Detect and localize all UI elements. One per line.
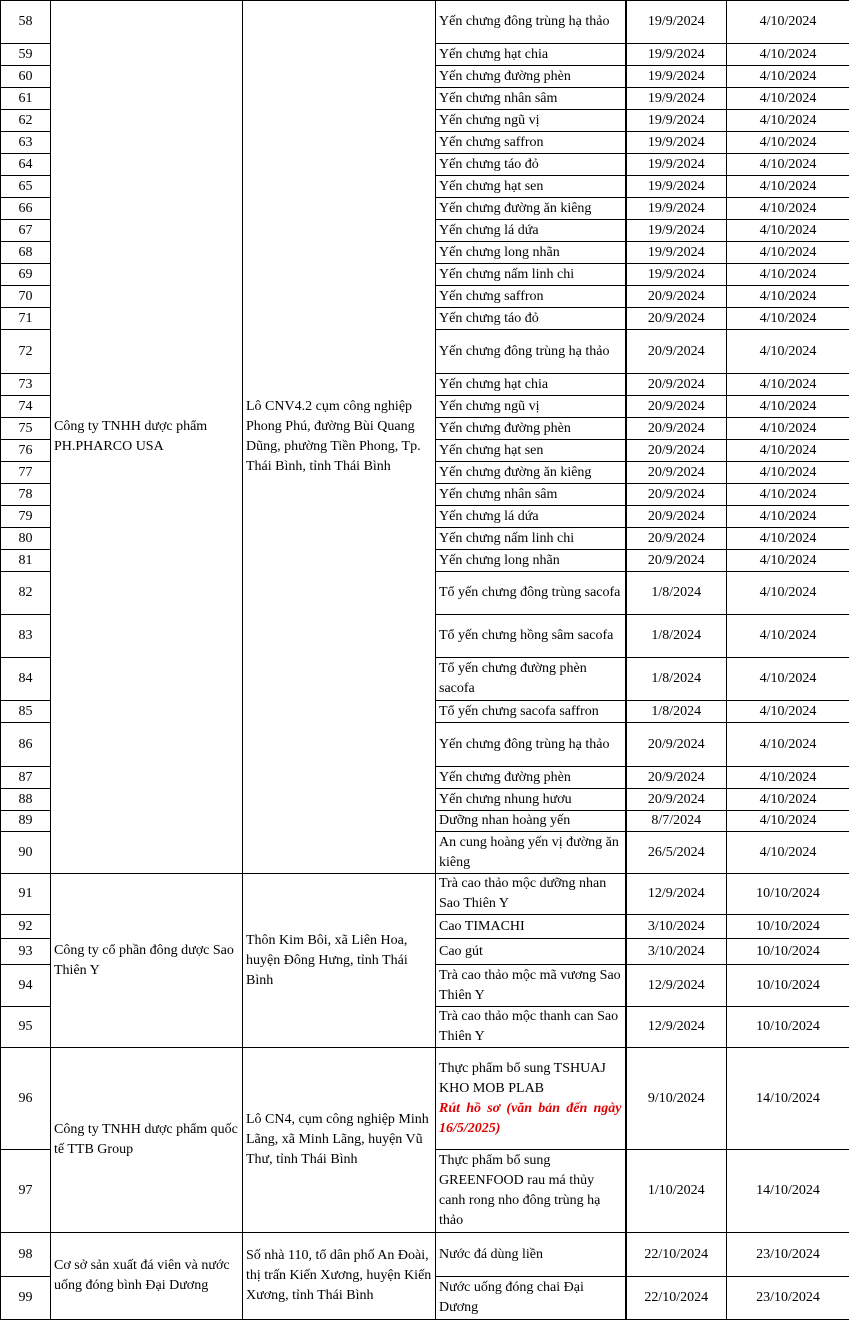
issued-date: 4/10/2024 <box>727 330 849 374</box>
row-number: 91 <box>1 874 51 915</box>
received-date: 1/8/2024 <box>626 615 727 658</box>
received-date: 20/9/2024 <box>626 374 727 396</box>
issued-date: 10/10/2024 <box>727 939 849 965</box>
received-date: 19/9/2024 <box>626 110 727 132</box>
company-address: Lô CNV4.2 cụm công nghiệp Phong Phú, đường Bùi Quang Dũng, phường Tiền Phong, Tp. Thái Bình, tỉnh Thái Bình <box>243 1 436 874</box>
received-date: 20/9/2024 <box>626 528 727 550</box>
product-name: Yến chưng nhân sâm <box>436 484 626 506</box>
row-number: 76 <box>1 440 51 462</box>
table-row <box>1 1 849 44</box>
row-number: 86 <box>1 723 51 767</box>
row-number: 75 <box>1 418 51 440</box>
product-name: Yến chưng đường phèn <box>436 66 626 88</box>
received-date: 20/9/2024 <box>626 462 727 484</box>
received-date: 19/9/2024 <box>626 66 727 88</box>
row-number: 69 <box>1 264 51 286</box>
row-number: 73 <box>1 374 51 396</box>
table-body <box>1 1 849 1320</box>
company-address: Thôn Kim Bôi, xã Liên Hoa, huyện Đông Hưng, tỉnh Thái Bình <box>243 874 436 1048</box>
received-date: 19/9/2024 <box>626 220 727 242</box>
row-number: 72 <box>1 330 51 374</box>
received-date: 19/9/2024 <box>626 132 727 154</box>
withdrawal-note: Rút hồ sơ (văn bản đến ngày 16/5/2025) <box>439 1099 622 1139</box>
product-name: Trà cao thảo mộc mã vương Sao Thiên Y <box>436 965 626 1007</box>
row-number: 97 <box>1 1150 51 1233</box>
row-number: 63 <box>1 132 51 154</box>
issued-date: 4/10/2024 <box>727 506 849 528</box>
issued-date: 4/10/2024 <box>727 44 849 66</box>
row-number: 80 <box>1 528 51 550</box>
row-number: 99 <box>1 1277 51 1320</box>
issued-date: 4/10/2024 <box>727 308 849 330</box>
received-date: 20/9/2024 <box>626 440 727 462</box>
product-name: Yến chưng nấm linh chi <box>436 264 626 286</box>
row-number: 59 <box>1 44 51 66</box>
company-address: Lô CN4, cụm công nghiệp Minh Lãng, xã Minh Lãng, huyện Vũ Thư, tỉnh Thái Bình <box>243 1048 436 1233</box>
product-name: Yến chưng nhung hươu <box>436 789 626 811</box>
row-number: 60 <box>1 66 51 88</box>
product-name: Yến chưng đường phèn <box>436 767 626 789</box>
row-number: 58 <box>1 1 51 44</box>
row-number: 92 <box>1 915 51 939</box>
issued-date: 4/10/2024 <box>727 242 849 264</box>
issued-date: 4/10/2024 <box>727 264 849 286</box>
received-date: 22/10/2024 <box>626 1233 727 1277</box>
issued-date: 14/10/2024 <box>727 1048 849 1150</box>
issued-date: 4/10/2024 <box>727 572 849 615</box>
row-number: 82 <box>1 572 51 615</box>
received-date: 26/5/2024 <box>626 832 727 874</box>
issued-date: 4/10/2024 <box>727 132 849 154</box>
issued-date: 23/10/2024 <box>727 1233 849 1277</box>
row-number: 66 <box>1 198 51 220</box>
received-date: 1/8/2024 <box>626 658 727 701</box>
issued-date: 4/10/2024 <box>727 374 849 396</box>
product-name: Yến chưng nhân sâm <box>436 88 626 110</box>
issued-date: 10/10/2024 <box>727 1007 849 1048</box>
received-date: 19/9/2024 <box>626 1 727 44</box>
received-date: 22/10/2024 <box>626 1277 727 1320</box>
issued-date: 10/10/2024 <box>727 965 849 1007</box>
row-number: 93 <box>1 939 51 965</box>
company-name: Công ty TNHH dược phẩm PH.PHARCO USA <box>51 1 243 874</box>
table-row <box>1 1233 849 1277</box>
row-number: 90 <box>1 832 51 874</box>
issued-date: 4/10/2024 <box>727 723 849 767</box>
company-name: Công ty TNHH dược phẩm quốc tế TTB Group <box>51 1048 243 1233</box>
received-date: 19/9/2024 <box>626 198 727 220</box>
product-name: Nước uống đóng chai Đại Dương <box>436 1277 626 1320</box>
issued-date: 10/10/2024 <box>727 915 849 939</box>
table-row <box>1 874 849 915</box>
issued-date: 4/10/2024 <box>727 88 849 110</box>
issued-date: 23/10/2024 <box>727 1277 849 1320</box>
product-name: Yến chưng nấm linh chi <box>436 528 626 550</box>
row-number: 67 <box>1 220 51 242</box>
received-date: 1/10/2024 <box>626 1150 727 1233</box>
issued-date: 4/10/2024 <box>727 767 849 789</box>
received-date: 20/9/2024 <box>626 789 727 811</box>
received-date: 12/9/2024 <box>626 874 727 915</box>
product-name: Yến chưng saffron <box>436 132 626 154</box>
row-number: 62 <box>1 110 51 132</box>
row-number: 87 <box>1 767 51 789</box>
issued-date: 4/10/2024 <box>727 154 849 176</box>
received-date: 1/8/2024 <box>626 701 727 723</box>
issued-date: 4/10/2024 <box>727 66 849 88</box>
issued-date: 4/10/2024 <box>727 658 849 701</box>
received-date: 3/10/2024 <box>626 939 727 965</box>
row-number: 85 <box>1 701 51 723</box>
received-date: 1/8/2024 <box>626 572 727 615</box>
product-name: Nước đá dùng liền <box>436 1233 626 1277</box>
company-name: Cơ sở sản xuất đá viên và nước uống đóng bình Đại Dương <box>51 1233 243 1320</box>
received-date: 20/9/2024 <box>626 308 727 330</box>
product-name: Yến chưng ngũ vị <box>436 110 626 132</box>
received-date: 8/7/2024 <box>626 811 727 832</box>
received-date: 20/9/2024 <box>626 396 727 418</box>
issued-date: 4/10/2024 <box>727 484 849 506</box>
issued-date: 4/10/2024 <box>727 550 849 572</box>
product-name: Thực phẩm bổ sung GREENFOOD rau má thủy canh rong nho đông trùng hạ thảo <box>436 1150 626 1233</box>
product-name: Yến chưng đường ăn kiêng <box>436 198 626 220</box>
product-name: Yến chưng lá dứa <box>436 506 626 528</box>
received-date: 20/9/2024 <box>626 550 727 572</box>
row-number: 74 <box>1 396 51 418</box>
product-name: Yến chưng hạt chia <box>436 44 626 66</box>
table-row <box>1 1048 849 1150</box>
product-name: Tổ yến chưng đường phèn sacofa <box>436 658 626 701</box>
company-address: Số nhà 110, tổ dân phố An Đoài, thị trấn Kiến Xương, huyện Kiến Xương, tỉnh Thái Bình <box>243 1233 436 1320</box>
received-date: 9/10/2024 <box>626 1048 727 1150</box>
issued-date: 4/10/2024 <box>727 286 849 308</box>
received-date: 20/9/2024 <box>626 330 727 374</box>
issued-date: 4/10/2024 <box>727 701 849 723</box>
product-name: Cao TIMACHI <box>436 915 626 939</box>
received-date: 20/9/2024 <box>626 418 727 440</box>
product-name: Yến chưng đông trùng hạ thảo <box>436 1 626 44</box>
row-number: 68 <box>1 242 51 264</box>
row-number: 94 <box>1 965 51 1007</box>
issued-date: 4/10/2024 <box>727 220 849 242</box>
received-date: 12/9/2024 <box>626 1007 727 1048</box>
issued-date: 4/10/2024 <box>727 110 849 132</box>
product-name: Yến chưng long nhãn <box>436 550 626 572</box>
received-date: 20/9/2024 <box>626 723 727 767</box>
issued-date: 4/10/2024 <box>727 462 849 484</box>
row-number: 95 <box>1 1007 51 1048</box>
product-name: Yến chưng saffron <box>436 286 626 308</box>
received-date: 20/9/2024 <box>626 767 727 789</box>
row-number: 77 <box>1 462 51 484</box>
product-name: Yến chưng hạt chia <box>436 374 626 396</box>
received-date: 19/9/2024 <box>626 176 727 198</box>
issued-date: 4/10/2024 <box>727 615 849 658</box>
product-name: Yến chưng ngũ vị <box>436 396 626 418</box>
row-number: 88 <box>1 789 51 811</box>
row-number: 96 <box>1 1048 51 1150</box>
product-name <box>436 1048 626 1150</box>
issued-date: 4/10/2024 <box>727 440 849 462</box>
product-name: Yến chưng táo đỏ <box>436 308 626 330</box>
product-name: Yến chưng đông trùng hạ thảo <box>436 330 626 374</box>
product-name: Yến chưng đông trùng hạ thảo <box>436 723 626 767</box>
received-date: 19/9/2024 <box>626 88 727 110</box>
issued-date: 4/10/2024 <box>727 811 849 832</box>
row-number: 79 <box>1 506 51 528</box>
product-name: Tổ yến chưng hồng sâm sacofa <box>436 615 626 658</box>
issued-date: 4/10/2024 <box>727 176 849 198</box>
row-number: 83 <box>1 615 51 658</box>
row-number: 89 <box>1 811 51 832</box>
received-date: 19/9/2024 <box>626 44 727 66</box>
received-date: 19/9/2024 <box>626 154 727 176</box>
product-name: Trà cao thảo mộc dưỡng nhan Sao Thiên Y <box>436 874 626 915</box>
product-name: Tổ yến chưng đông trùng sacofa <box>436 572 626 615</box>
row-number: 81 <box>1 550 51 572</box>
company-name: Công ty cổ phần đông dược Sao Thiên Y <box>51 874 243 1048</box>
product-name: Dưỡng nhan hoàng yến <box>436 811 626 832</box>
row-number: 61 <box>1 88 51 110</box>
product-name: Yến chưng hạt sen <box>436 176 626 198</box>
issued-date: 4/10/2024 <box>727 198 849 220</box>
issued-date: 14/10/2024 <box>727 1150 849 1233</box>
received-date: 20/9/2024 <box>626 506 727 528</box>
received-date: 12/9/2024 <box>626 965 727 1007</box>
row-number: 84 <box>1 658 51 701</box>
received-date: 19/9/2024 <box>626 242 727 264</box>
product-name: An cung hoàng yến vị đường ăn kiêng <box>436 832 626 874</box>
product-name: Trà cao thảo mộc thanh can Sao Thiên Y <box>436 1007 626 1048</box>
issued-date: 4/10/2024 <box>727 1 849 44</box>
issued-date: 4/10/2024 <box>727 528 849 550</box>
product-name: Yến chưng táo đỏ <box>436 154 626 176</box>
product-name: Cao gút <box>436 939 626 965</box>
received-date: 19/9/2024 <box>626 264 727 286</box>
row-number: 98 <box>1 1233 51 1277</box>
received-date: 3/10/2024 <box>626 915 727 939</box>
product-name: Yến chưng lá dứa <box>436 220 626 242</box>
row-number: 71 <box>1 308 51 330</box>
received-date: 20/9/2024 <box>626 286 727 308</box>
issued-date: 4/10/2024 <box>727 396 849 418</box>
product-name-text: Thực phẩm bổ sung TSHUAJ KHO MOB PLAB <box>439 1059 622 1099</box>
issued-date: 4/10/2024 <box>727 789 849 811</box>
product-name: Yến chưng hạt sen <box>436 440 626 462</box>
issued-date: 4/10/2024 <box>727 418 849 440</box>
row-number: 78 <box>1 484 51 506</box>
row-number: 70 <box>1 286 51 308</box>
product-name: Yến chưng đường ăn kiêng <box>436 462 626 484</box>
product-name: Yến chưng long nhãn <box>436 242 626 264</box>
received-date: 20/9/2024 <box>626 484 727 506</box>
product-name: Tổ yến chưng sacofa saffron <box>436 701 626 723</box>
row-number: 64 <box>1 154 51 176</box>
issued-date: 4/10/2024 <box>727 832 849 874</box>
issued-date: 10/10/2024 <box>727 874 849 915</box>
row-number: 65 <box>1 176 51 198</box>
product-name: Yến chưng đường phèn <box>436 418 626 440</box>
